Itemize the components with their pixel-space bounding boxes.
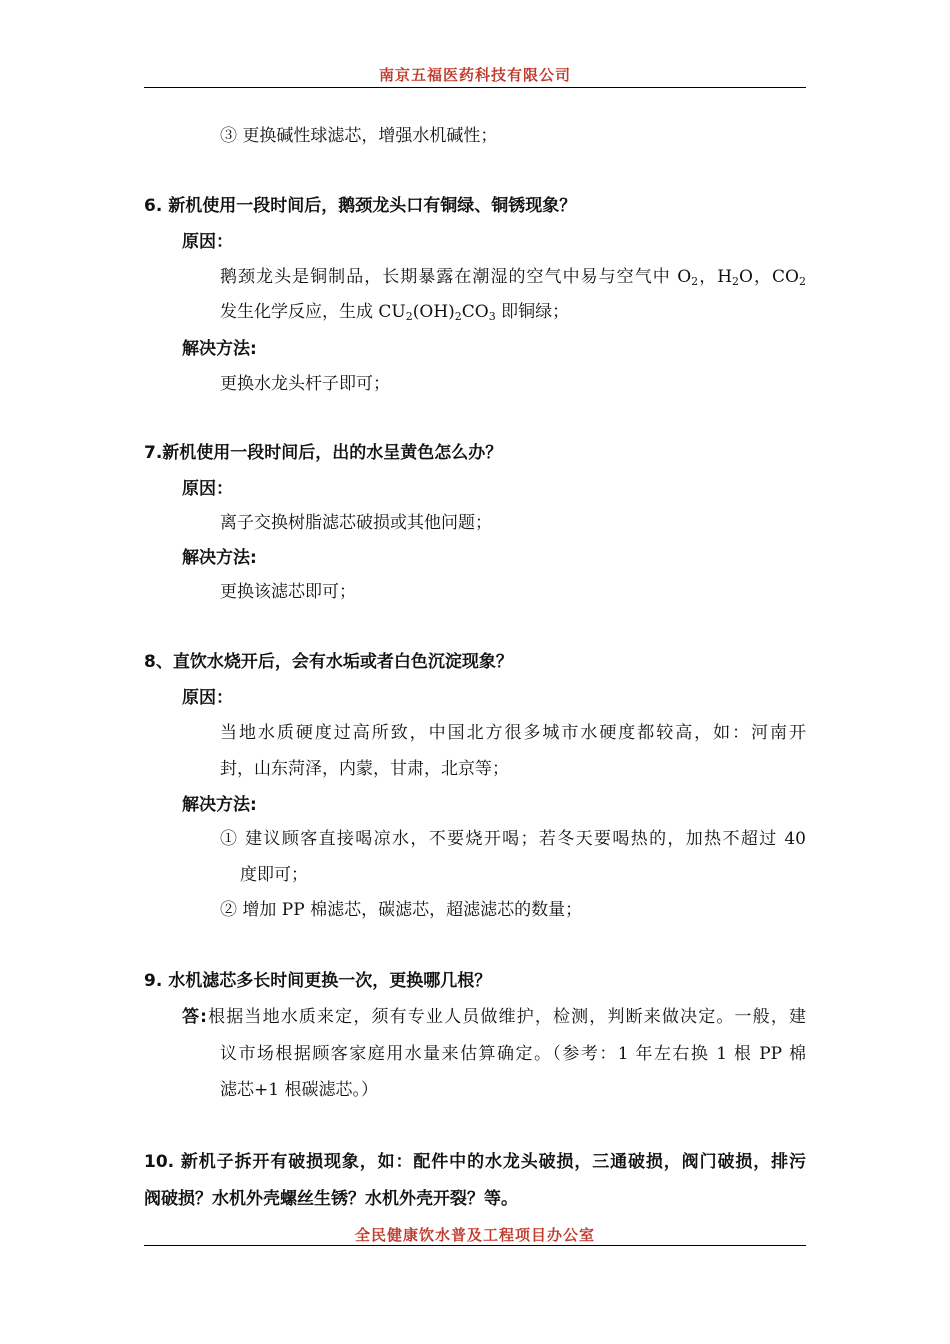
- q9-title: 9. 水机滤芯多长时间更换一次，更换哪几根？: [144, 971, 492, 991]
- q7-solution: 更换该滤芯即可；: [220, 582, 356, 602]
- q8-solution1-line1: ① 建议顾客直接喝凉水，不要烧开喝；若冬天要喝热的，加热不超过 40: [220, 829, 806, 849]
- q7-cause: 离子交换树脂滤芯破损或其他问题；: [220, 513, 492, 533]
- header-company: 南京五福医药科技有限公司: [378, 66, 571, 84]
- q9-answer-line3: 滤芯+1 根碳滤芯。）: [220, 1080, 378, 1100]
- q8-solution-label: 解决方法:: [182, 795, 257, 815]
- q8-solution2: ② 增加 PP 棉滤芯，碳滤芯，超滤滤芯的数量；: [220, 900, 583, 920]
- q6-title: 6. 新机使用一段时间后，鹅颈龙头口有铜绿、铜锈现象？: [144, 196, 577, 216]
- q9-answer-line1: 答:根据当地水质来定，须有专业人员做维护，检测，判断来做决定。一般，建: [182, 1007, 806, 1027]
- q8-cause-label: 原因：: [182, 688, 233, 708]
- header-rule: [144, 87, 806, 88]
- q6-solution-label: 解决方法:: [182, 339, 257, 359]
- q7-cause-label: 原因：: [182, 479, 233, 499]
- footer-rule: [144, 1245, 806, 1246]
- q8-cause-line2: 封，山东菏泽，内蒙，甘肃，北京等；: [220, 759, 509, 779]
- q8-title: 8、直饮水烧开后，会有水垢或者白色沉淀现象？: [144, 652, 513, 672]
- q10-title-line2: 阀破损？水机外壳螺丝生锈？水机外壳开裂？等。: [144, 1189, 518, 1209]
- q6-solution: 更换水龙头杆子即可；: [220, 374, 390, 394]
- q7-solution-label: 解决方法:: [182, 548, 257, 568]
- q6-cause-label: 原因：: [182, 232, 233, 252]
- q10-title-line1: 10. 新机子拆开有破损现象，如：配件中的水龙头破损，三通破损，阀门破损，排污: [144, 1152, 806, 1172]
- q8-cause-line1: 当地水质硬度过高所致，中国北方很多城市水硬度都较高，如：河南开: [220, 723, 806, 743]
- q7-title: 7.新机使用一段时间后，出的水呈黄色怎么办？: [144, 443, 503, 463]
- footer-office: 全民健康饮水普及工程项目办公室: [354, 1226, 595, 1244]
- q9-answer-line2: 议市场根据顾客家庭用水量来估算确定。（参考：1 年左右换 1 根 PP 棉: [220, 1044, 806, 1064]
- q6-cause-line2: 发生化学反应，生成 $CU_2(OH)_2CO_3$ 即铜绿；: [220, 302, 570, 323]
- q6-cause-line1: 鹅颈龙头是铜制品，长期暴露在潮湿的空气中易与空气中 $O_2$，$H_2O$，$CO_2$: [220, 267, 806, 288]
- q8-solution1-line2: 度即可；: [240, 865, 308, 885]
- top-line: ③ 更换碱性球滤芯，增强水机碱性；: [220, 126, 498, 146]
